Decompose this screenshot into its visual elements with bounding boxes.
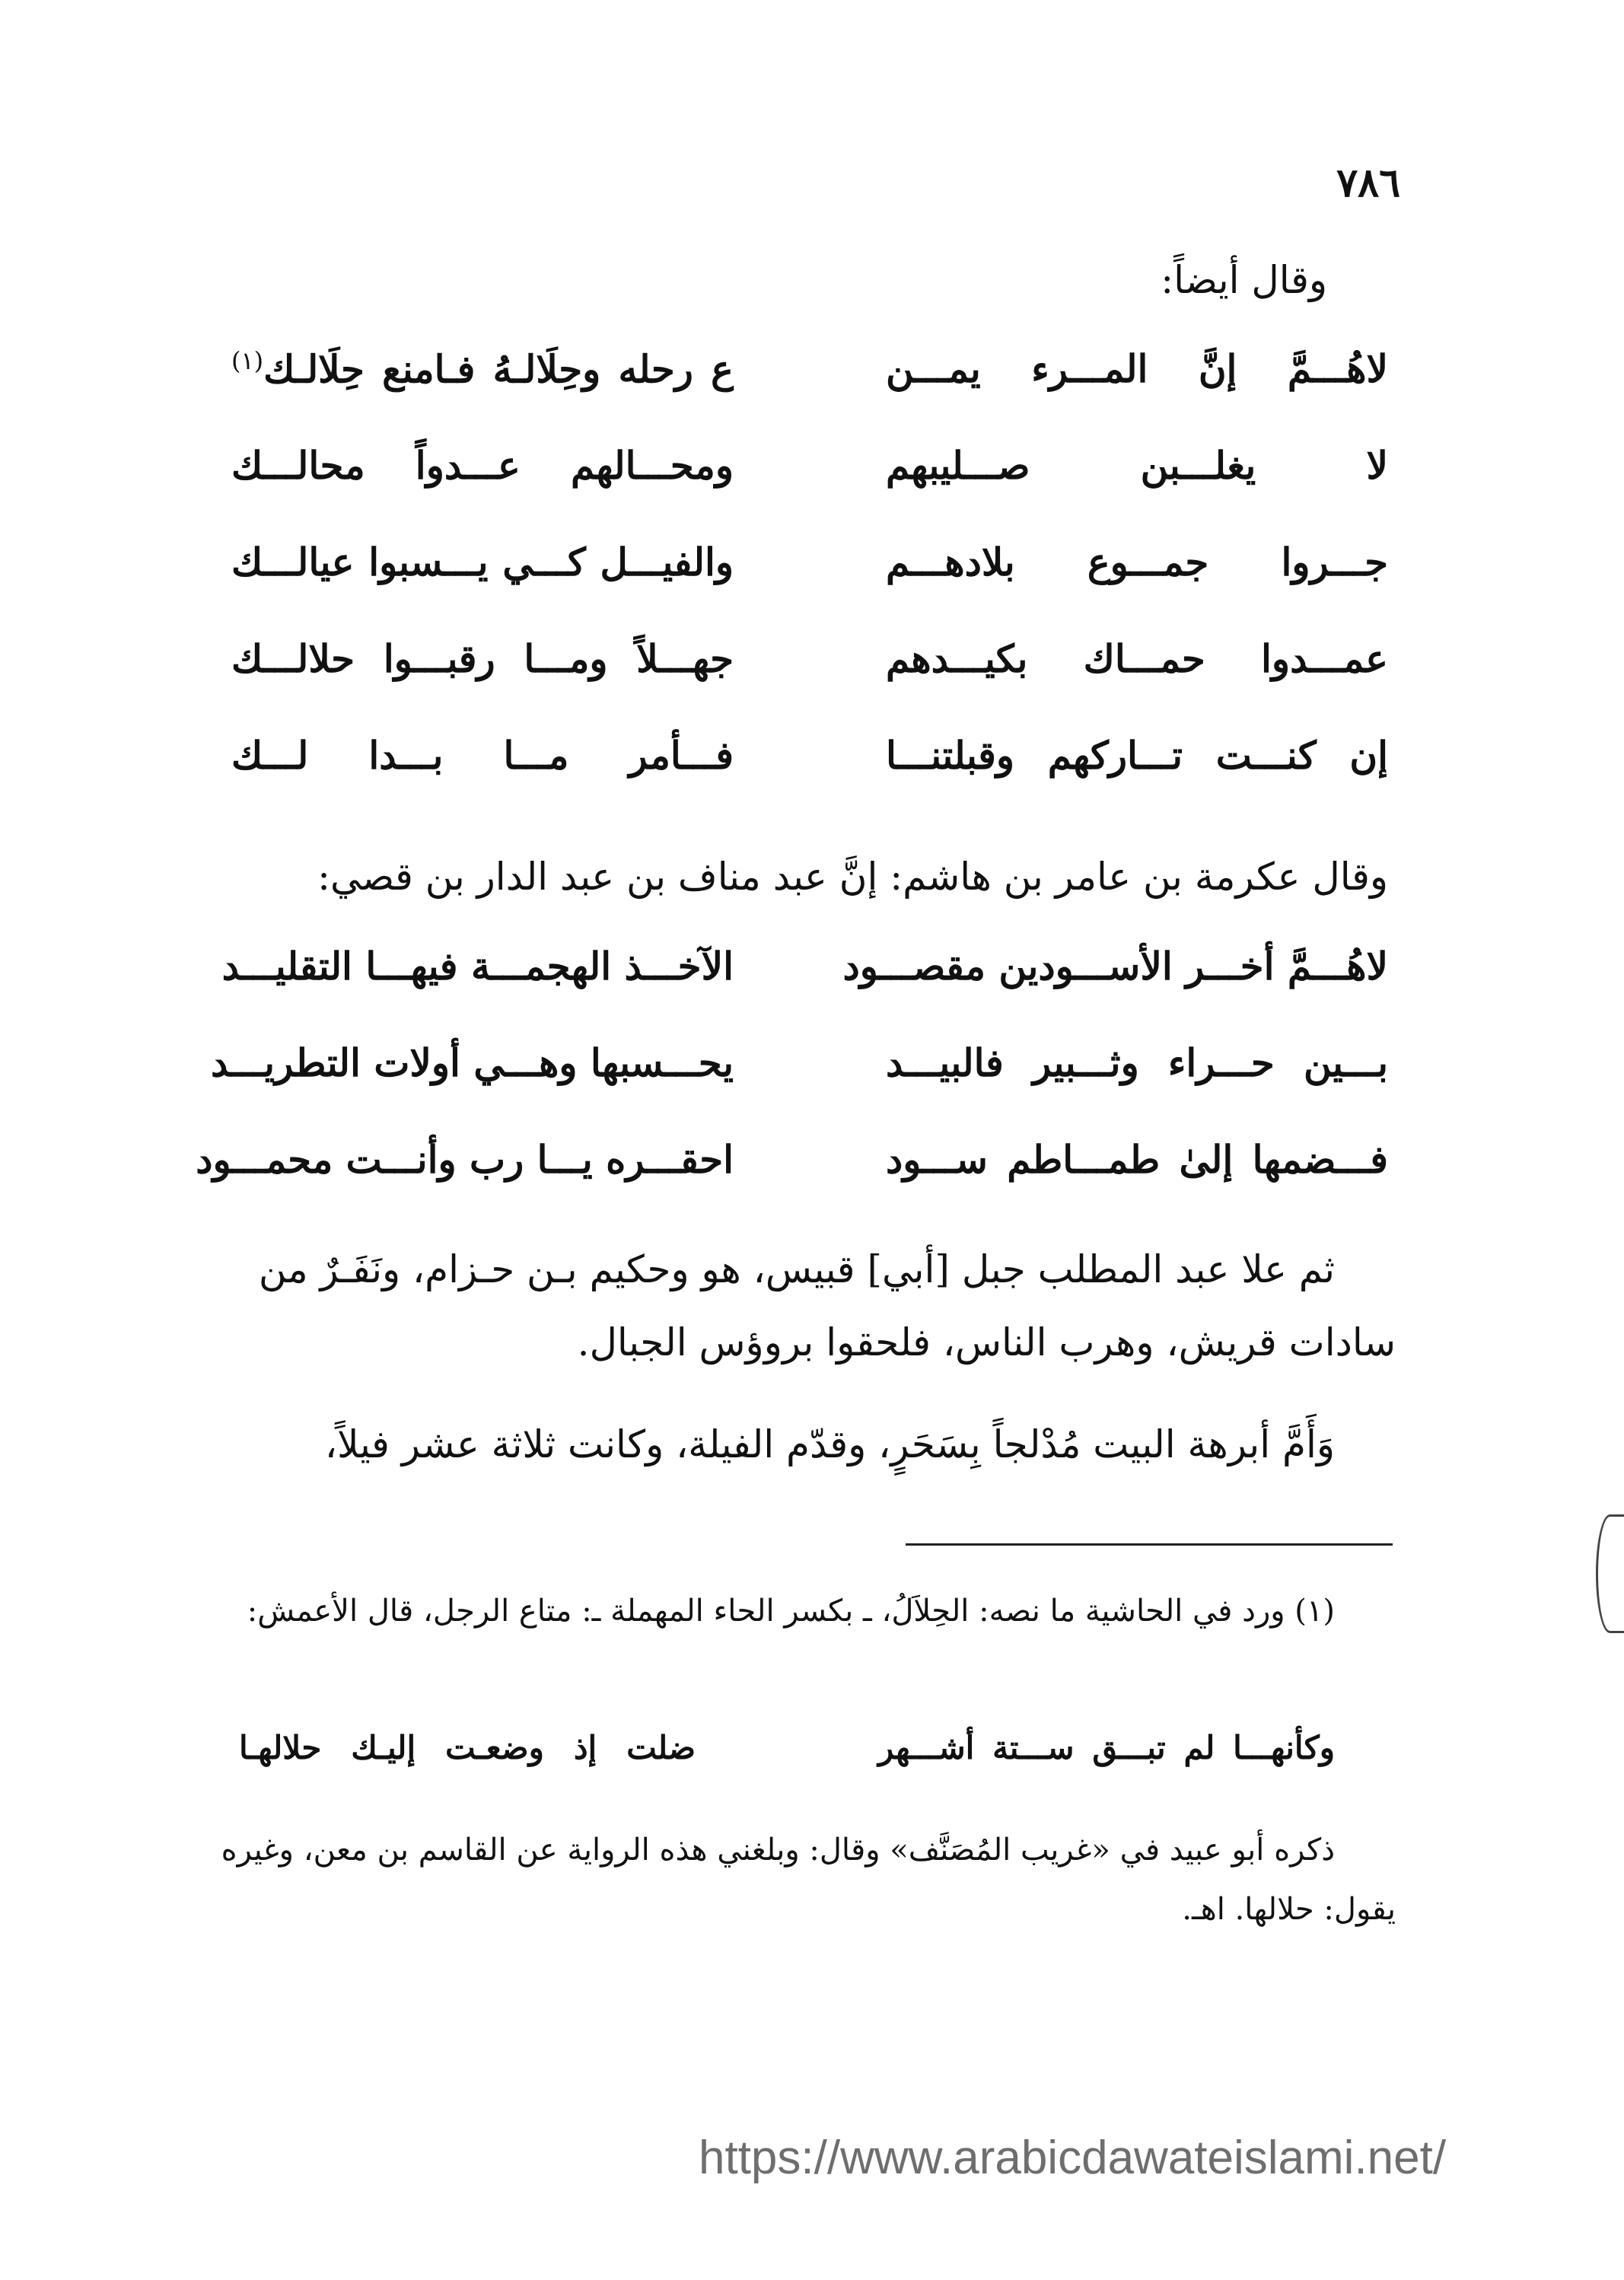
page-number: ٧٨٦ <box>1336 160 1400 206</box>
first-hemistich: جـــروا جمـــوع بلادهـــم <box>886 540 1388 584</box>
footnote-separator <box>906 1543 1393 1546</box>
second-hemistich: فـــأمر مـــا بـــدا لـــك <box>231 733 734 778</box>
second-hemistich: يحـــسبها وهـــي أولات التطريـــد <box>210 1040 734 1085</box>
second-hemistich: ومحـــالهم عـــدواً محالـــك <box>231 443 734 488</box>
footnote-marker: (١) <box>231 346 264 375</box>
verse <box>231 540 1388 608</box>
paragraph: وقال عكرمة بن عامر بن هاشم: إنَّ عبد مناف بن عبد الدار بن قصي: <box>317 855 1388 899</box>
verse <box>221 944 1388 1012</box>
first-hemistich: لا يغلـــبن صـــليبهم <box>886 443 1388 488</box>
poem-2 <box>196 944 1388 1218</box>
verse <box>231 443 1388 511</box>
paragraph: ثم علا عبد المطلب جبل [أبي] قبيس، هو وحكيم بـن حـزام، ونَفَـرٌ من سادات قريش، وهرب الناس، فلحقوا بروؤس الجبال. <box>258 1247 1396 1364</box>
first-hemistich: وكأنهـــا لم تبـــق ســـتة أشـــهر <box>878 1729 1335 1766</box>
second-hemistich: احقـــره يـــا رب وأنـــت محمـــود <box>196 1137 734 1182</box>
verse <box>231 636 1388 705</box>
verse <box>210 1040 1388 1109</box>
paragraph: وَأَمَّ أبرهة البيت مُدْلجاً بِسَحَرٍ، وقدّم الفيلة، وكانت ثلاثة عشر فيلاً، <box>324 1422 1335 1466</box>
poem-1 <box>231 346 1388 818</box>
first-hemistich: بـــين حـــراء وثـــبير فالبيـــد <box>886 1040 1388 1085</box>
second-hemistich <box>231 346 734 392</box>
first-hemistich: لاهُـــمَّ أخـــر الأســـودين مقصـــود <box>842 944 1388 989</box>
verse <box>196 1137 1388 1205</box>
second-hemistich: الآخـــذ الهجمـــة فيهـــا التقليـــد <box>221 944 734 989</box>
first-hemistich: عمـــدوا حمـــاك بكيـــدهم <box>886 636 1388 681</box>
footnote-verse <box>239 1729 1335 1782</box>
hemistich-text: ع رحله وحِلَالـهُ فـامنع حِلَالـك <box>263 346 734 392</box>
first-hemistich: فـــضمها إلىٰ طمـــاطم ســـود <box>886 1137 1388 1182</box>
first-hemistich: إن كنـــت تـــاركهم وقبلتنـــا <box>886 733 1388 778</box>
watermark-url: https://www.arabicdawateislami.net/ <box>699 2132 1447 2184</box>
footnote-text: ذكره أبو عبيد في «غريب المُصَنَّف» وقال: وبلغني هذه الرواية عن القاسم بن معن، وغيره يقول: حلالها. اهـ. <box>221 1833 1396 1927</box>
verse <box>231 346 1388 415</box>
second-hemistich: والفيـــل كـــي يـــسبوا عيالـــك <box>231 540 734 584</box>
second-hemistich: جهـــلاً ومـــا رقبـــوا حلالـــك <box>231 636 734 681</box>
first-hemistich: لاهُـــمَّ إنَّ المـــرء يمـــن <box>886 346 1388 391</box>
intro-line: وقال أيضاً: <box>1161 258 1327 302</box>
margin-ornament <box>1596 1514 1624 1633</box>
second-hemistich: ضلت إذ وضعـت إليـك حلالهـا <box>239 1729 696 1766</box>
verse <box>231 733 1388 801</box>
footnote-text: (١) ورد في الحاشية ما نصه: الحِلاَلُ، ـ بكسر الحاء المهملة ـ: متاع الرجل، قال الأعمش: <box>247 1594 1335 1629</box>
